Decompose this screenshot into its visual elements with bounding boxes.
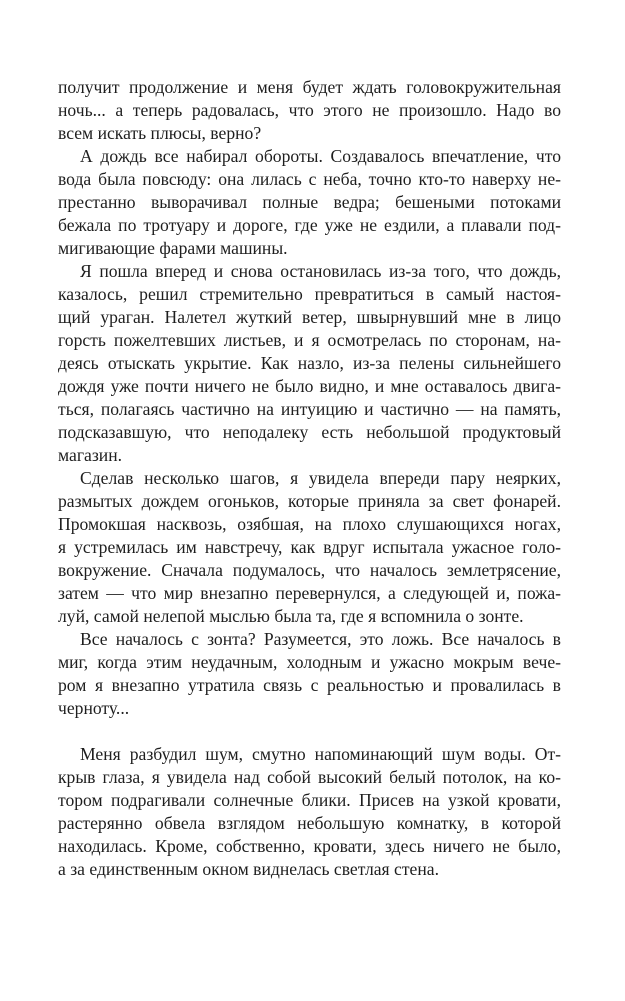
text-line: черноту...	[58, 698, 130, 718]
text-line: крыв глаза, я увидела над собой высокий белый потолок, на ко-	[58, 767, 561, 787]
text-line: Промокшая насквозь, озябшая, на плохо слушающихся ногах,	[58, 514, 561, 534]
text-line: ром я внезапно утратила связь с реальностью и провалилась в	[58, 675, 561, 695]
text-line: горсть пожелтевших листьев, и я осмотрелась по сторонам, на-	[58, 330, 561, 350]
text-line: казалось, решил стремительно превратиться в самый настоя-	[58, 284, 561, 304]
text-line: вокружение. Сначала подумалось, что началось землетрясение,	[58, 560, 561, 580]
text-line: Меня разбудил шум, смутно напоминающий шум воды. От-	[80, 744, 561, 764]
text-line: миг, когда этим неудачным, холодным и ужасно мокрым вече-	[58, 652, 561, 672]
text-line: ться, полагаясь частично на интуицию и частично — на память,	[58, 399, 561, 419]
text-line: деясь отыскать укрытие. Как назло, из-за пелены сильнейшего	[58, 353, 561, 373]
text-line: находилась. Кроме, собственно, кровати, здесь ничего не было,	[58, 836, 561, 856]
text-line: размытых дождем огоньков, которые приняла за свет фонарей.	[58, 491, 561, 511]
text-line: Сделав несколько шагов, я увидела впереди пару неярких,	[80, 468, 561, 488]
text-line: затем — что мир внезапно перевернулся, а следующей и, пожа-	[58, 583, 561, 603]
text-line: щий ураган. Налетел жуткий ветер, швырнувший мне в лицо	[58, 307, 561, 327]
text-line: тором подрагивали солнечные блики. Присев на узкой кровати,	[58, 790, 561, 810]
text-line: растерянно обвела взглядом небольшую комнатку, в которой	[58, 813, 561, 833]
text-line: дождя уже почти ничего не было видно, и мне оставалось двига-	[58, 376, 561, 396]
text-line: луй, самой нелепой мыслью была та, где я вспомнила о зонте.	[58, 606, 524, 626]
text-line: Все началось с зонта? Разумеется, это ложь. Все началось в	[80, 629, 561, 649]
text-line: подсказавшую, что неподалеку есть небольшой продуктовый	[58, 422, 561, 442]
text-line: Я пошла вперед и снова остановилась из-за того, что дождь,	[80, 261, 561, 281]
text-line: я устремилась им навстречу, как вдруг испытала ужасное голо-	[58, 537, 561, 557]
text-line: всем искать плюсы, верно?	[58, 123, 262, 143]
text-line: престанно выворачивал полные ведра; бешеными потоками	[58, 192, 561, 212]
text-line: мигивающие фарами машины.	[58, 238, 288, 258]
text-line: бежала по тротуару и дороге, где уже не ездили, а плавали под-	[58, 215, 561, 235]
text-line: получит продолжение и меня будет ждать головокружительная	[58, 77, 561, 97]
text-line: вода была повсюду: она лилась с неба, точно кто-то наверху не-	[58, 169, 561, 189]
text-line: а за единственным окном виднелась светлая стена.	[58, 859, 439, 879]
text-line: магазин.	[58, 445, 123, 465]
text-line: ночь... а теперь радовалась, что этого не произошло. Надо во	[58, 100, 561, 120]
text-line: А дождь все набирал обороты. Создавалось впечатление, что	[80, 146, 561, 166]
